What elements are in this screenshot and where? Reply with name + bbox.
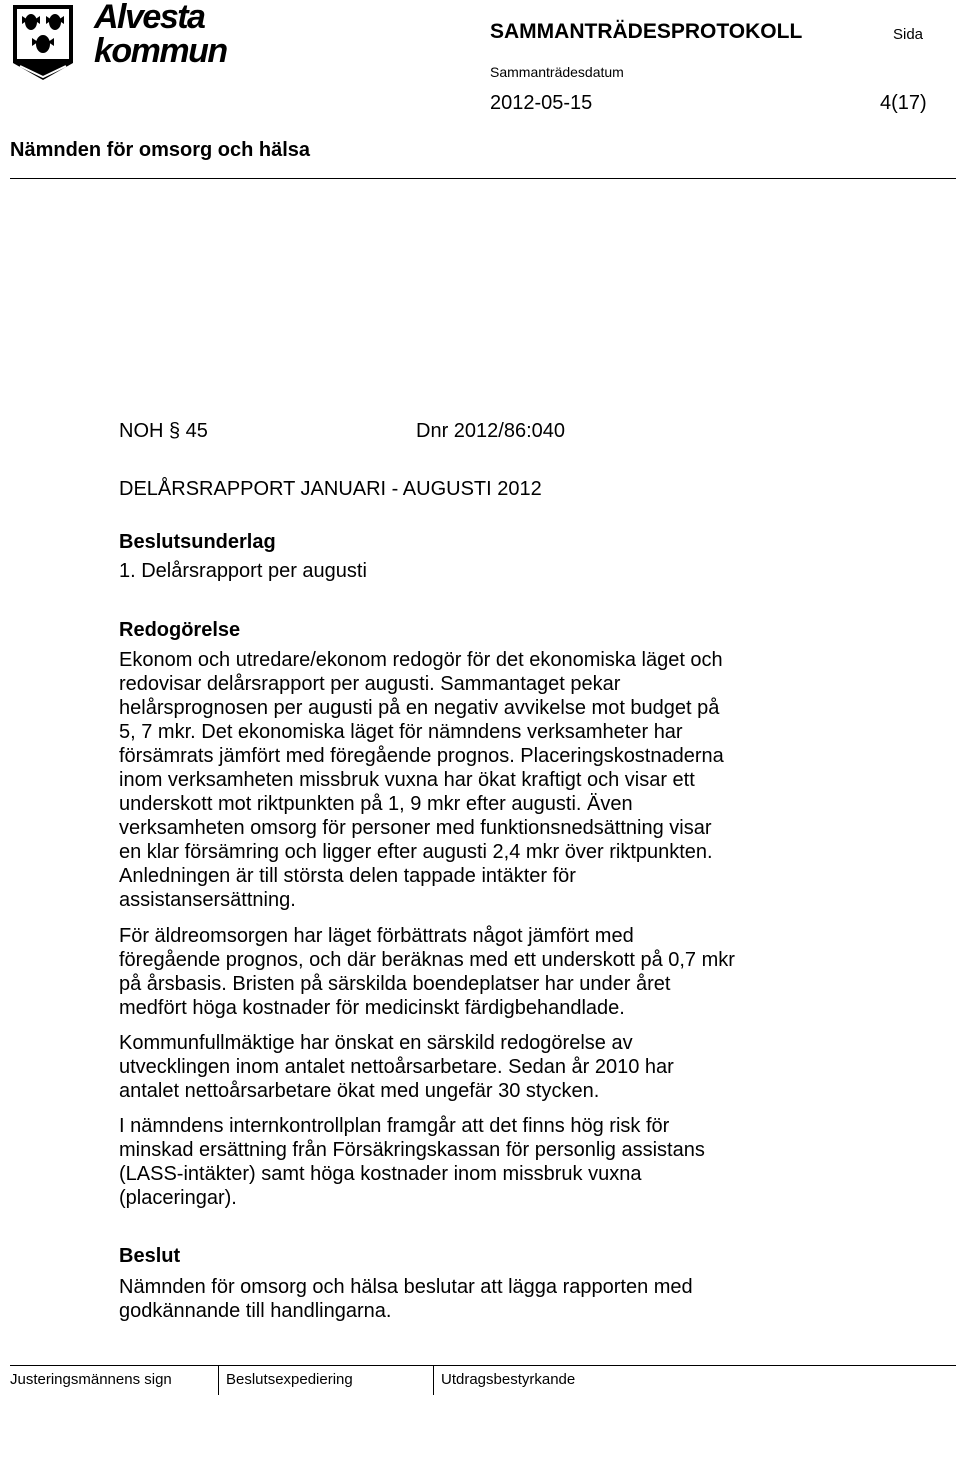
page-number: 4(17): [880, 92, 927, 114]
municipality-coat-of-arms-icon: [10, 2, 84, 84]
basis-list-item: 1. Delårsrapport per augusti: [119, 560, 367, 582]
text-line: Kommunfullmäktige har önskat en särskild redogörelse av: [119, 1032, 633, 1054]
text-line: Nämnden för omsorg och hälsa beslutar att lägga rapporten med: [119, 1276, 693, 1298]
text-line: verksamheten omsorg för personer med funktionsnedsättning visar: [119, 817, 712, 839]
text-line: För äldreomsorgen har läget förbättrats något jämfört med: [119, 925, 634, 947]
account-paragraph: [119, 924, 819, 1020]
logo-line-1: Alvesta: [94, 0, 205, 36]
committee-name: Nämnden för omsorg och hälsa: [10, 139, 311, 161]
text-line: medfört höga kostnader för medicinskt färdigbehandlade.: [119, 997, 625, 1019]
text-line: assistansersättning.: [119, 889, 296, 911]
text-line: godkännande till handlingarna.: [119, 1300, 392, 1322]
account-paragraph: [119, 1114, 819, 1210]
logo-line-2: kommun: [94, 32, 227, 70]
signature-footer: [0, 1365, 960, 1395]
footer-dispatch-label: Beslutsexpediering: [226, 1371, 353, 1388]
page-label: Sida: [893, 26, 924, 43]
footer-certify-label: Utdragsbestyrkande: [441, 1371, 576, 1388]
meeting-date-label: Sammanträdesdatum: [490, 64, 624, 80]
account-heading: Redogörelse: [119, 619, 241, 641]
text-line: (LASS-intäkter) samt höga kostnader inom missbruk vuxna: [119, 1163, 642, 1185]
text-line: I nämndens internkontrollplan framgår att det finns hög risk för: [119, 1115, 670, 1137]
case-number: NOH § 45: [119, 420, 208, 442]
footer-dispatch-cell: [218, 1365, 353, 1395]
text-line: Anledningen är till största delen tappade intäkter för: [119, 865, 576, 887]
account-paragraph: [119, 648, 819, 912]
text-line: utvecklingen inom antalet nettoårsarbetare. Sedan år 2010 har: [119, 1056, 674, 1078]
text-line: 5, 7 mkr. Det ekonomiska läget för nämndens verksamheter har: [119, 721, 683, 743]
header-divider: [10, 178, 956, 179]
text-line: försämrats jämfört med föregående prognos. Placeringskostnaderna: [119, 745, 724, 767]
text-line: på årsbasis. Bristen på särskilda boendeplatser har under året: [119, 973, 671, 995]
document-type-title: SAMMANTRÄDESPROTOKOLL: [490, 20, 803, 43]
basis-heading: Beslutsunderlag: [119, 531, 276, 553]
account-paragraph: [119, 1031, 819, 1103]
text-line: Ekonom och utredare/ekonom redogör för det ekonomiska läget och: [119, 649, 723, 671]
text-line: inom verksamheten missbruk vuxna har ökat kraftigt och visar ett: [119, 769, 695, 791]
text-line: underskott mot riktpunkten på 1, 9 mkr efter augusti. Även: [119, 793, 633, 815]
footer-divider: [10, 1365, 956, 1366]
text-line: antalet nettoårsarbetare ökat med ungefär 30 stycken.: [119, 1080, 600, 1102]
text-line: redovisar delårsrapport per augusti. Sammantaget pekar: [119, 673, 621, 695]
meeting-date-value: 2012-05-15: [490, 92, 593, 114]
decision-heading: Beslut: [119, 1245, 181, 1267]
footer-sign-label: Justeringsmännens sign: [10, 1371, 172, 1388]
text-line: (placeringar).: [119, 1187, 237, 1209]
decision-paragraph: [119, 1275, 819, 1323]
text-line: en klar försämring och ligger efter augusti 2,4 mkr över riktpunkten.: [119, 841, 713, 863]
text-line: minskad ersättning från Försäkringskassan för personlig assistans: [119, 1139, 705, 1161]
diary-number: Dnr 2012/86:040: [416, 420, 566, 442]
text-line: helårsprognosen per augusti på en negativ avvikelse mot budget på: [119, 697, 720, 719]
footer-certify-cell: [433, 1365, 576, 1395]
text-line: föregående prognos, och där beräknas med ett underskott på 0,7 mkr: [119, 949, 735, 971]
municipality-logo-text: [94, 2, 244, 74]
report-title: DELÅRSRAPPORT JANUARI - AUGUSTI 2012: [119, 478, 542, 500]
